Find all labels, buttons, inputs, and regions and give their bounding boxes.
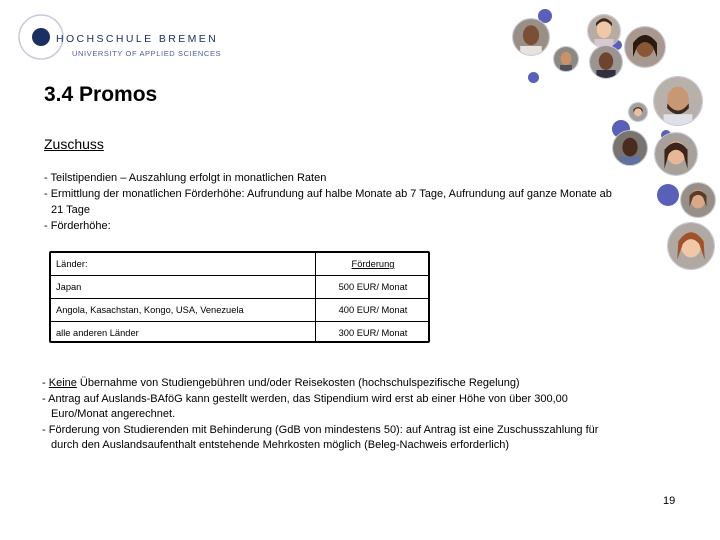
university-logo — [14, 10, 222, 60]
bullet-list — [44, 170, 624, 234]
decor-bubble — [657, 184, 679, 206]
student-portrait — [628, 102, 648, 122]
note-emphasis: Keine — [48, 377, 77, 389]
note-text: Antrag auf Auslands-BAföG kann gestellt werden, das Stipendium wird erst ab einer Höhe von über 300,00 Euro/Monat angerechnet. — [48, 392, 568, 420]
notes-list — [42, 376, 612, 454]
bullet-item: - Teilstipendien – Auszahlung erfolgt in monatlichen Raten — [44, 172, 327, 184]
student-portrait — [680, 182, 716, 218]
note-item — [42, 392, 612, 423]
cell-amount: 300 EUR/ Monat — [338, 328, 408, 338]
cell-amount: 500 EUR/ Monat — [338, 282, 408, 292]
student-portrait — [512, 18, 550, 56]
note-item — [42, 423, 612, 454]
header-funding: Förderung — [351, 259, 395, 269]
logo-subtitle: UNIVERSITY OF APPLIED SCIENCES — [72, 49, 222, 58]
note-prefix: - — [42, 392, 49, 405]
student-portrait — [624, 26, 666, 68]
header-countries: Länder: — [56, 259, 88, 269]
bullet-item: - Ermittlung der monatlichen Förderhöhe: Aufrundung auf halbe Monate ab 7 Tage, Aufrundung auf ganze Monate ab 21 Tage — [44, 188, 612, 216]
note-prefix: - — [42, 377, 49, 389]
table-header-row — [51, 253, 428, 276]
cell-amount: 400 EUR/ Monat — [338, 305, 408, 315]
student-portrait — [589, 45, 623, 79]
cell-country: Japan — [56, 282, 82, 292]
bullet-item: - Förderhöhe: — [44, 220, 111, 232]
cell-country: alle anderen Länder — [56, 328, 139, 338]
note-text: Übernahme von Studiengebühren und/oder Reisekosten (hochschulspezifische Regelung) — [76, 377, 520, 389]
note-text: Förderung von Studierenden mit Behinderung (GdB von mindestens 50): auf Antrag ist eine Zuschusszahlung für durch den Auslandsaufenthalt entstehende Mehrkosten möglich (Beleg-Nachweis erforderlich) — [48, 423, 599, 451]
cell-country: Angola, Kasachstan, Kongo, USA, Venezuela — [56, 305, 244, 315]
student-portrait — [587, 14, 621, 48]
student-portrait — [612, 130, 648, 166]
student-portrait — [553, 46, 579, 72]
section-heading: Zuschuss — [44, 136, 104, 152]
logo-title: HOCHSCHULE BREMEN — [56, 33, 219, 45]
slide-title: 3.4 Promos — [44, 83, 158, 106]
note-item — [42, 376, 612, 392]
note-prefix: - — [42, 423, 49, 436]
student-portrait — [667, 222, 715, 270]
page-number: 19 — [663, 495, 676, 507]
table-row — [51, 276, 428, 299]
funding-table — [49, 251, 430, 343]
student-portrait — [654, 132, 698, 176]
table-row — [51, 322, 428, 345]
decor-bubble — [528, 72, 539, 83]
table-row — [51, 299, 428, 322]
student-portrait — [653, 76, 703, 126]
